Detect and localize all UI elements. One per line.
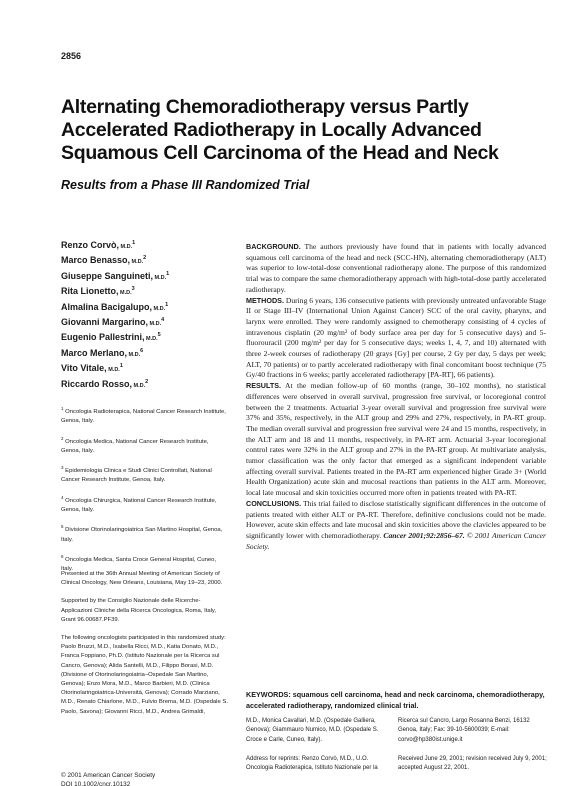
funding-note: Supported by the Consiglio Nazionale delle Ricerche-Applicazioni Cliniche della Ricerca Oncologica, Roma, Italy, Grant 96.00687.PF39. xyxy=(61,598,217,623)
received-dates: Received June 29, 2001; revision received July 9, 2001; accepted August 22, 2001. xyxy=(398,756,547,772)
author: Giovanni Margarino, M.D.$^4$ xyxy=(61,317,165,328)
page-number: 2856 xyxy=(61,51,82,61)
affiliation: $^2$ Oncologia Medica, National Cancer Research Institute, Genoa, Italy. xyxy=(61,435,209,454)
participants-note: The following oncologists participated in this randomized study: Paolo Bruzzi, M.D., Isabella Ricci, M.D., Katia Donato, M.D., Franca Foppiano, Ph.D. (Istituto Nazionale per la Ricerca sul Cancro, Genova); Alida Santelli, M.D., Filippo Borasi, M.D. (Divisione of Otorinolaringoiatria–Ospedale San Martino, Genova); Enzo Mora, M.D., Marco Barbieri, M.D. (Clinica Otorinolaringoiatrica-Università, Genova); Corrado Marziano, M.D., Renato Chiarlone, M.D., Fulvio Brema, M.D. (Ospedale S. Paolo, Savona); Giovanni Ricci, M.D., Andrea Grimaldi, xyxy=(61,635,228,715)
footer-doi: DOI 10.1002/cncr.10132 xyxy=(61,780,131,786)
author-column xyxy=(61,238,229,581)
reprints-address: Address for reprints: Renzo Corvò, M.D., U.O. Oncologia Radioterapica, Istituto Nazionale per la xyxy=(246,756,378,772)
author-list xyxy=(61,238,229,392)
footer-copyright: © 2001 American Cancer Society xyxy=(61,772,156,779)
abstract-background: BACKGROUND. The authors previously have found that in patients with locally advanced squamous cell carcinoma of the head and neck (SCC-HN), alternating chemoradiotherapy (ALT) was superior to low-total-dose conventional radiotherapy alone. The purpose of this randomized trial was to compare the same chemoradiotherapy approach with high-total-dose partly accelerated radiotherapy. xyxy=(246,242,546,294)
affiliation-list xyxy=(61,404,229,574)
affiliation: $^3$ Epidemiologia Clinica e Studi Clinici Controllati, National Cancer Research Institute, Genoa, Italy. xyxy=(61,465,212,484)
reprints-address-continued: Ricerca sul Cancro, Largo Rosanna Benzi, 16132 Genoa, Italy; Fax: 39-10-5600039; E-mail: corvo@hp380ist.unige.it xyxy=(398,718,530,743)
author: Almalina Bacigalupo, M.D.$^1$ xyxy=(61,301,169,312)
article-title: Alternating Chemoradiotherapy versus Partly Accelerated Radiotherapy in Locally Advanced Squamous Cell Carcinoma of the Head and Neck xyxy=(61,96,499,164)
footer xyxy=(61,772,155,786)
author: Renzo Corvò, M.D.$^1$ xyxy=(61,240,136,250)
presented-note: Presented at the 36th Annual Meeting of American Society of Clinical Oncology, New Orleans, Louisiana, May 19–23, 2000. xyxy=(61,571,223,587)
keywords: KEYWORDS: squamous cell carcinoma, head and neck carcinoma, chemoradiotherapy, accelerated radiotherapy, randomized clinical trial. xyxy=(246,690,545,710)
abstract-methods: METHODS. During 6 years, 136 consecutive patients with previously untreated unfavorable Stage II or Stage III–IV (International Union Against Cancer) SCC of the oral cavity, pharynx, and larynx were enrolled. They were randomly assigned to chemotherapy consisting of 4 cycles of intravenous cisplatin (20 mg/m² of body surface area per day for 5 consecutive days) and 5-fluorouracil (200 mg/m² per day for 5 consecutive days; weeks 1, 4, 7, and 10) alternated with three 2-week courses of radiotherapy (20 grays [Gy] per course, 2 Gy per day, 5 days per week; ALT, 70 patients) or to partly accelerated radiotherapy with final concomitant boost technique (75 Gy/40 fractions in 6 weeks; partly accelerated radiotherapy [PA-RT], 66 patients). xyxy=(246,295,546,380)
author: Vito Vitale, M.D.$^1$ xyxy=(61,363,123,374)
affiliation: $^4$ Oncologia Chirurgica, National Cancer Research Institute, Genoa, Italy. xyxy=(61,494,217,514)
affiliation: $^1$ Oncologia Radioterapica, National Cancer Research Institute, Genoa, Italy. xyxy=(61,406,226,425)
copyright-line: © 2001 American Cancer Society. xyxy=(246,530,547,551)
author: Riccardo Rosso, M.D.$^2$ xyxy=(61,378,149,389)
abstract-body xyxy=(246,242,546,552)
author: Rita Lionetto, M.D.$^3$ xyxy=(61,286,135,297)
affiliation: $^6$ Oncologia Medica, Santa Croce General Hospital, Cuneo, Italy. xyxy=(61,553,217,573)
author: Marco Merlano, M.D.$^6$ xyxy=(61,347,144,358)
abstract-results: RESULTS. At the median follow-up of 60 months (range, 30–102 months), no statistical differences were observed in overall survival, progression free survival, or locoregional control between the 2 treatments. Actuarial 3-year overall survival and progression free survival were 37% and 35%, respectively, in the ALT group and 29% and 27%, respectively, in PA-RT group. The median overall survival and progression free survival were 24 and 15 months, respectively, in the ALT arm and 18 and 11 months, respectively, in PA-RT arm. Actuarial 3-year locoregional control rates were 32% in the ALT group and 27% in the PA-RT group. At multivariate analysis, tumor classification was the only factor that emerged as a significant independent variable affecting overall survival. Patients treated in the PA-RT arm experienced higher Grade 3+ (World Health Organization) acute skin and mucosal reactions than patients in the ALT arm. Moreover, local late mucosal and skin toxicities occurred more often in patients treated with PA-RT. xyxy=(246,381,546,498)
author: Giuseppe Sanguineti, M.D.$^1$ xyxy=(61,270,170,281)
author: Marco Benasso, M.D.$^2$ xyxy=(61,255,147,266)
author: Eugenio Pallestrini, M.D.$^5$ xyxy=(61,332,161,343)
abstract xyxy=(246,242,546,552)
article-subtitle: Results from a Phase III Randomized Trial xyxy=(61,178,310,192)
footnote-column xyxy=(61,570,231,726)
affiliation: $^5$ Divisione Otorinolaringoiatrica San Martino Hospital, Genoa, Italy. xyxy=(61,524,223,543)
citation: Cancer 2001;92:2856–67. xyxy=(383,530,465,540)
participants-continued: M.D., Monica Cavallari, M.D. (Ospedale Galliera, Genova); Giammauro Numico, M.D. (Ospedale S. Croce e Carle, Cuneo, Italy). xyxy=(246,718,379,743)
abstract-conclusions: CONCLUSIONS. This trial failed to disclose statistically significant differences in the outcome of patients treated with either ALT or PA-RT. Therefore, definitive conclusions could not be made. However, acute skin effects and late mucosal and skin toxicities above the clavicles appeared to be significantly lower with chemoradiotherapy. Cancer 2001;92:2856–67. © 2001 American Cancer Society. xyxy=(246,498,547,551)
